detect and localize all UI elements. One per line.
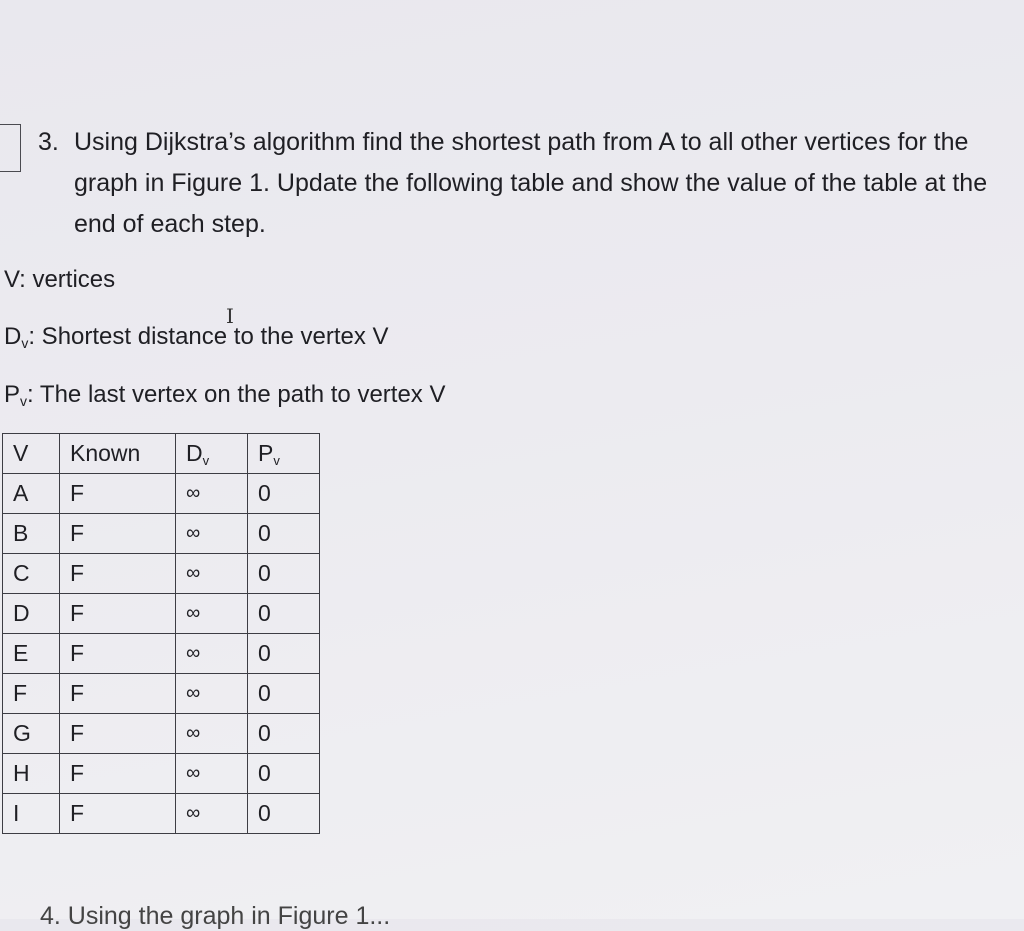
table-row <box>3 754 320 794</box>
cell-known: F <box>60 754 176 794</box>
header-known: Known <box>60 434 176 474</box>
cell-known: F <box>60 794 176 834</box>
cell-vertex: H <box>3 754 60 794</box>
cell-previous: 0 <box>248 634 320 674</box>
header-v: V <box>3 434 60 474</box>
cell-distance: ∞ <box>176 594 248 634</box>
table-row <box>3 594 320 634</box>
table-row <box>3 514 320 554</box>
question-text: Using Dijkstra’s algorithm find the shortest path from A to all other vertices for the graph in Figure 1. Update the following table and show the value of the table at the end of each step. <box>74 128 988 238</box>
table-header-row <box>3 434 320 474</box>
cell-known: F <box>60 634 176 674</box>
definition-shortest-distance <box>4 323 389 351</box>
definition-symbol-dv: D <box>4 323 22 350</box>
cell-known: F <box>60 554 176 594</box>
definition-text-dv: : Shortest distance to the vertex V <box>28 323 389 350</box>
cell-previous: 0 <box>248 514 320 554</box>
table-row <box>3 554 320 594</box>
dijkstra-table <box>2 433 320 834</box>
definition-symbol-v: V <box>4 266 20 293</box>
cell-previous: 0 <box>248 554 320 594</box>
definition-last-vertex <box>4 381 445 409</box>
cell-known: F <box>60 674 176 714</box>
cell-known: F <box>60 514 176 554</box>
definition-vertices <box>4 266 115 294</box>
cell-previous: 0 <box>248 754 320 794</box>
question-number: 3. <box>38 128 59 156</box>
cell-distance: ∞ <box>176 754 248 794</box>
definition-text-pv: : The last vertex on the path to vertex V <box>27 381 446 408</box>
cell-vertex: C <box>3 554 60 594</box>
cell-previous: 0 <box>248 594 320 634</box>
cell-previous: 0 <box>248 794 320 834</box>
cell-distance: ∞ <box>176 634 248 674</box>
text-cursor-icon: I <box>226 304 234 328</box>
table-row <box>3 474 320 514</box>
question-3 <box>38 122 998 245</box>
cell-vertex: E <box>3 634 60 674</box>
definition-subscript-pv: v <box>20 393 28 409</box>
table-row <box>3 674 320 714</box>
cell-previous: 0 <box>248 674 320 714</box>
cell-previous: 0 <box>248 714 320 754</box>
header-pv: $P_v$ <box>248 434 320 474</box>
next-question-clipped: 4. Using the graph in Figure 1... <box>40 902 391 930</box>
cell-distance: ∞ <box>176 794 248 834</box>
cell-vertex: D <box>3 594 60 634</box>
table-row <box>3 794 320 834</box>
cell-known: F <box>60 714 176 754</box>
cell-known: F <box>60 594 176 634</box>
question-margin-marker <box>0 124 21 172</box>
cell-known: F <box>60 474 176 514</box>
cell-distance: ∞ <box>176 474 248 514</box>
cell-previous: 0 <box>248 474 320 514</box>
table-row <box>3 634 320 674</box>
cell-distance: ∞ <box>176 554 248 594</box>
header-dv: $D_v$ <box>176 434 248 474</box>
cell-distance: ∞ <box>176 674 248 714</box>
definition-subscript-dv: v <box>21 335 29 351</box>
cell-distance: ∞ <box>176 514 248 554</box>
cell-vertex: B <box>3 514 60 554</box>
cell-vertex: I <box>3 794 60 834</box>
cell-vertex: A <box>3 474 60 514</box>
definition-text-v: : vertices <box>19 266 116 293</box>
definition-symbol-pv: P <box>4 381 21 408</box>
cell-vertex: F <box>3 674 60 714</box>
cell-distance: ∞ <box>176 714 248 754</box>
table-row <box>3 714 320 754</box>
cell-vertex: G <box>3 714 60 754</box>
